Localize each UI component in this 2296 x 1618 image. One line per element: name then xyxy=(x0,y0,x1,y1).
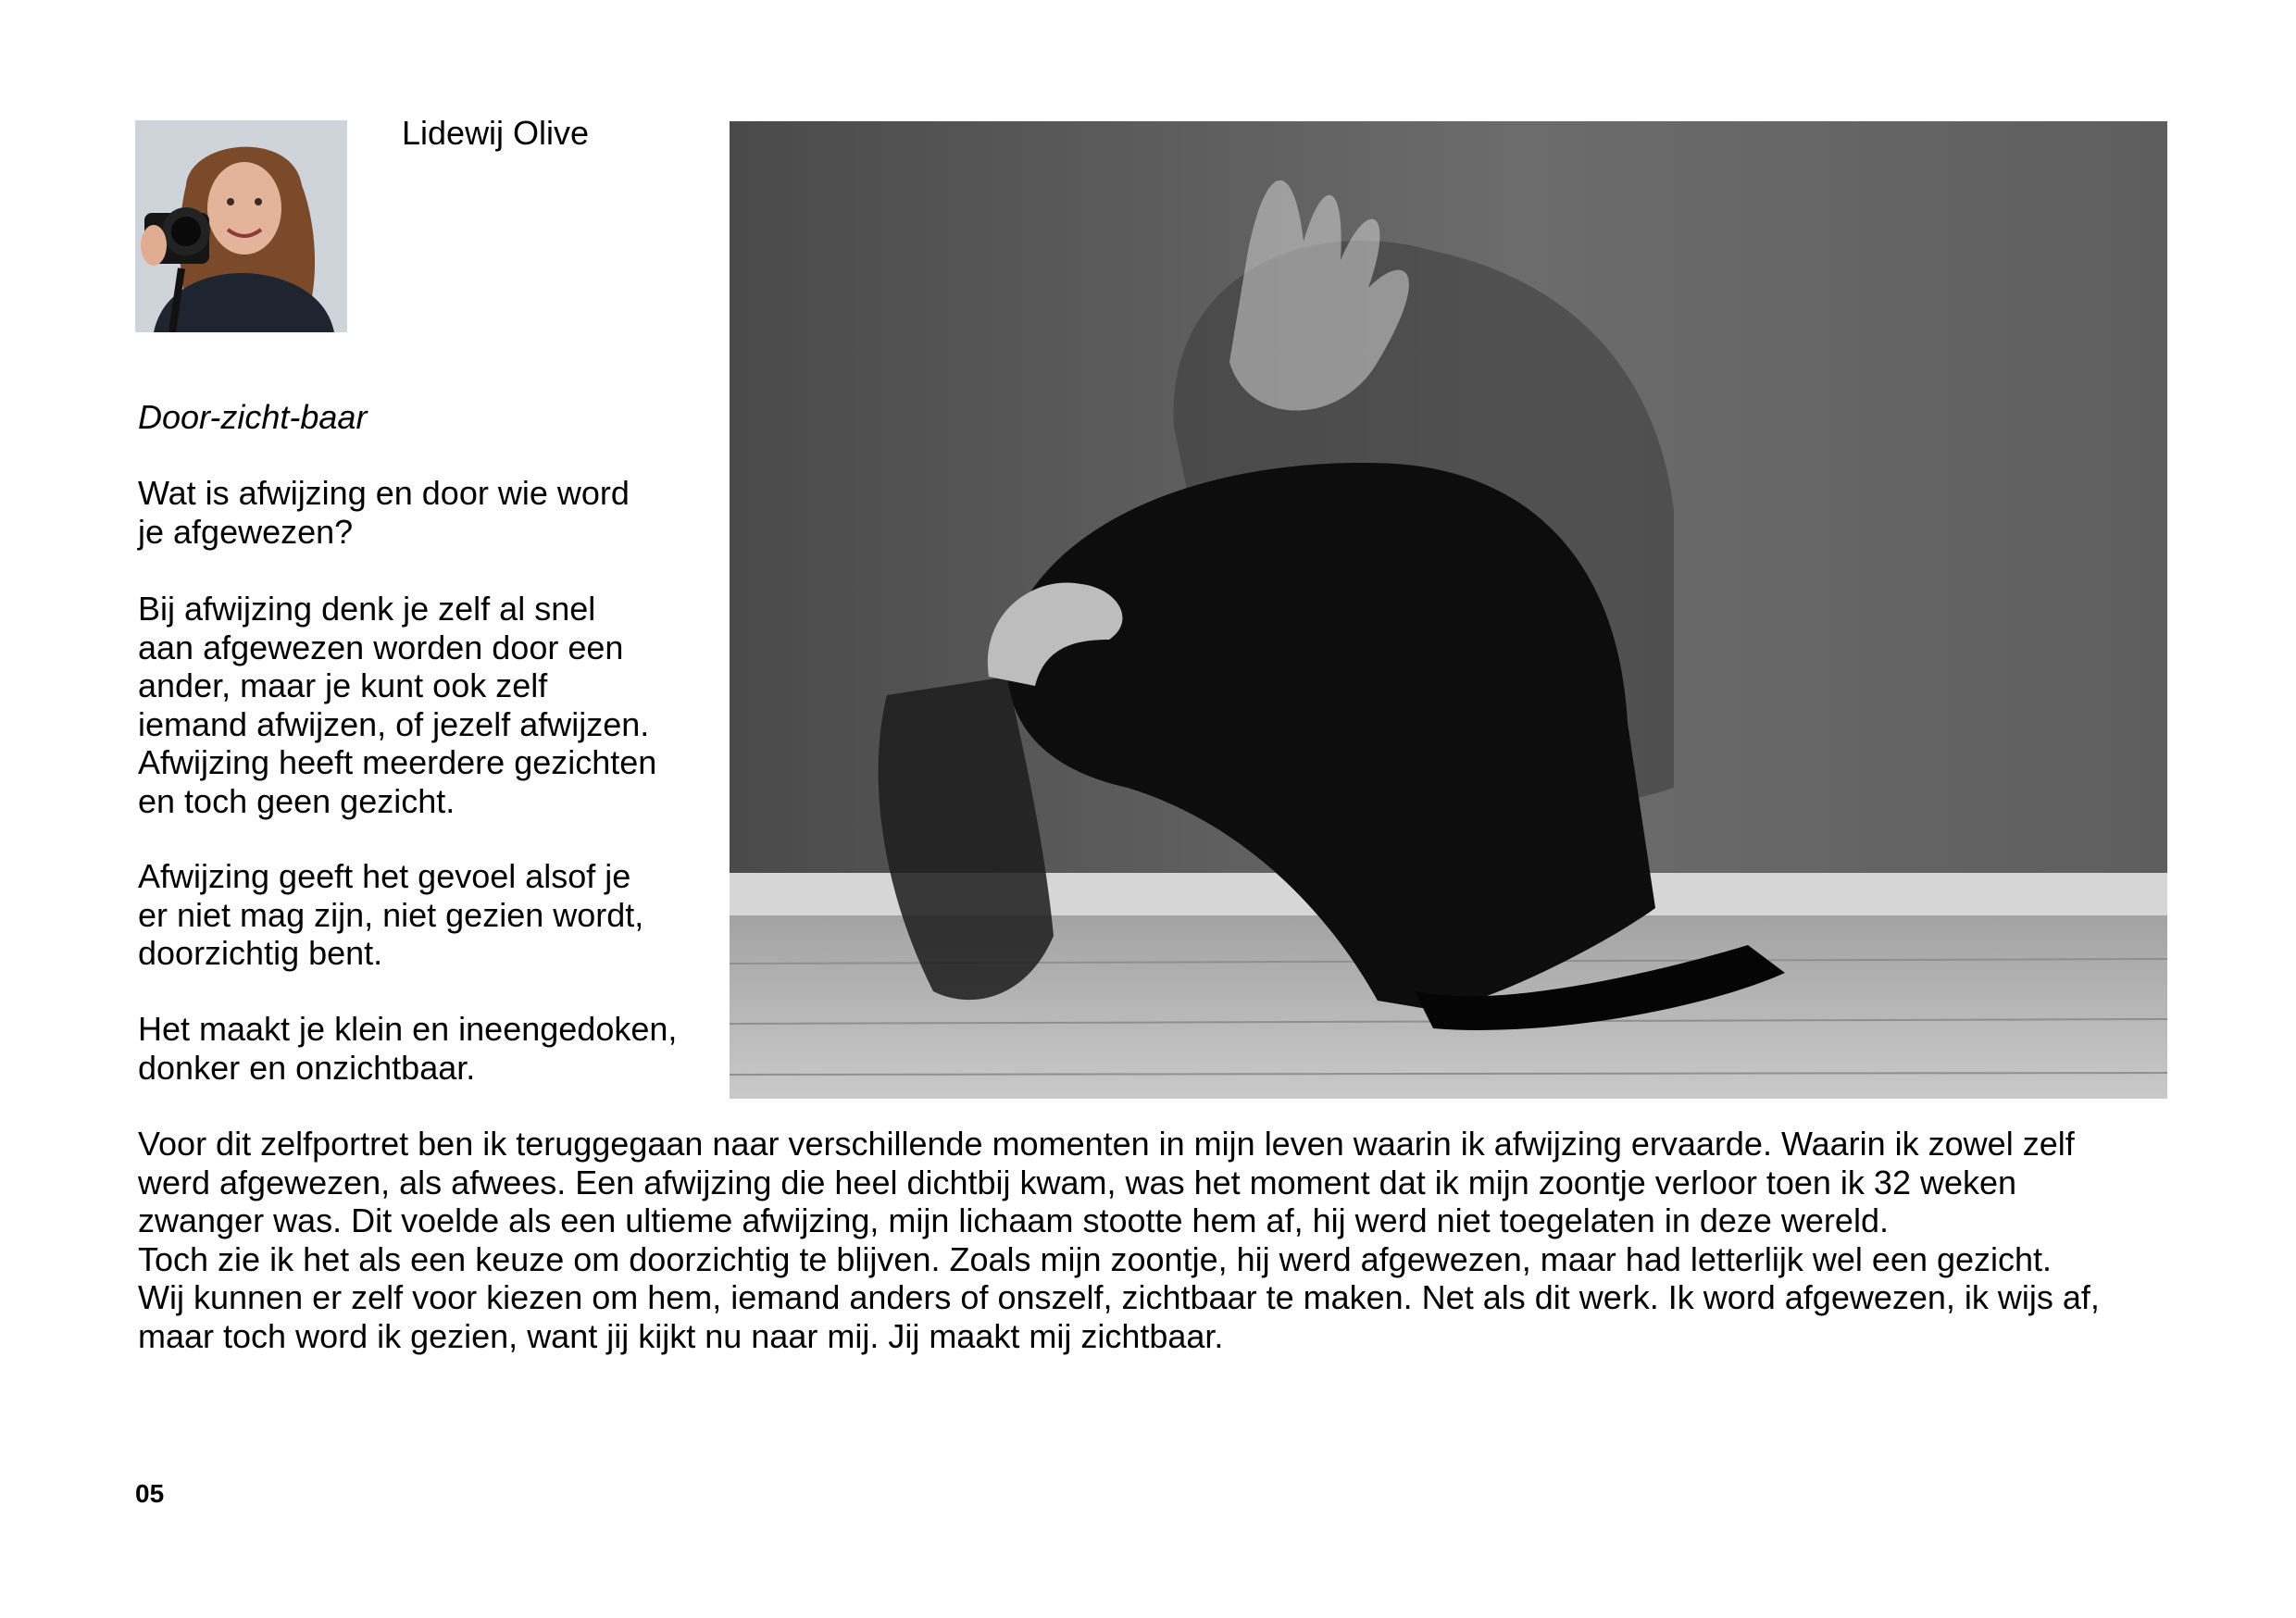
self-portrait-photograph-icon xyxy=(730,121,2167,1099)
poem-title: Door-zicht-baar xyxy=(138,398,368,436)
description-text: Voor dit zelfportret ben ik teruggegaan naar verschillende momenten in mijn leven waarin ik afwijzing ervaarde. Waarin ik zowel zelf werd afgewezen, als afwees. Een afwijzing die heel dichtbij kwam, was het moment dat ik mijn zoontje verloor toen ik 32 weken zwanger was. Dit voelde als een ultieme afwijzing, mijn lichaam stootte hem af, hij werd niet toegelaten in deze wereld. Toch zie ik het als een keuze om doorzichtig te blijven. Zoals mijn zoontje, hij werd afgewezen, maar had letterlijk wel een gezicht. Wij kunnen er zelf voor kiezen om hem, iemand anders of onszelf, zichtbaar te maken. Net als dit werk. Ik word afgewezen, ik wijs af, maar toch word ik gezien, want jij kijkt nu naar mij. Jij maakt mij zichtbaar. xyxy=(138,1125,2100,1355)
self-portrait-photo xyxy=(730,121,2167,1099)
page-number: 05 xyxy=(135,1479,165,1508)
paragraph-1: Wat is afwijzing en door wie word je afgewezen? xyxy=(138,474,630,551)
author-portrait xyxy=(135,120,347,332)
paragraph-4: Het maakt je klein en ineengedoken, donker en onzichtbaar. xyxy=(138,1010,678,1087)
paragraph-2: Bij afwijzing denk je zelf al snel aan afgewezen worden door een ander, maar je kunt ook zelf iemand afwijzen, of jezelf afwijzen. Afwijzing heeft meerdere gezichten en toch geen gezicht. xyxy=(138,590,657,820)
author-name: Lidewij Olive xyxy=(402,114,590,152)
paragraph-3: Afwijzing geeft het gevoel alsof je er niet mag zijn, niet gezien wordt, doorzichtig bent. xyxy=(138,857,644,972)
author-portrait-photo-icon xyxy=(135,120,347,332)
